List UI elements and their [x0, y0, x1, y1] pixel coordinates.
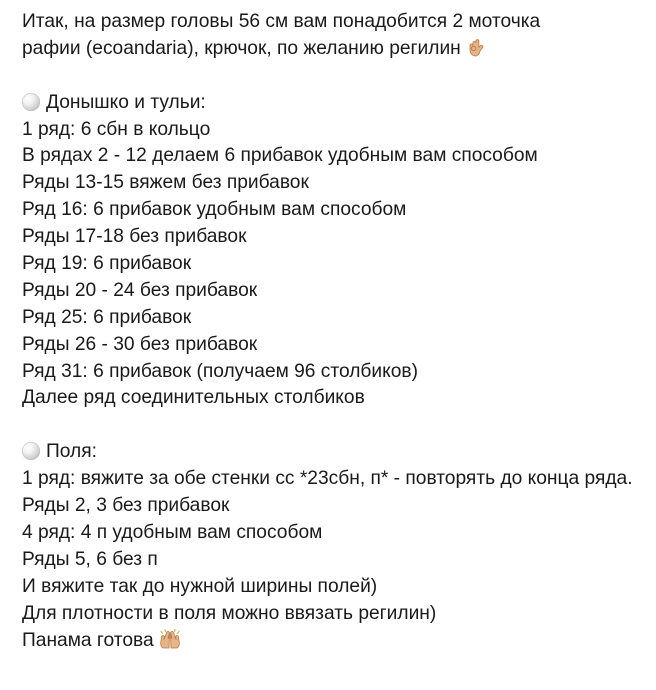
crown-row: В рядах 2 - 12 делаем 6 прибавок удобным вам способом [22, 145, 538, 167]
intro-line-2-text: рафии (ecoandaria), крючок, по желанию регилин [22, 37, 461, 59]
final-text: Панама готова [22, 629, 154, 651]
crown-row: Ряды 26 - 30 без прибавок [22, 333, 258, 355]
crown-row: Ряды 13-15 вяжем без прибавок [22, 172, 309, 194]
crown-heading-text: Донышко и тульи: [46, 91, 206, 113]
raising-hands-icon [158, 628, 182, 659]
final-line [22, 628, 642, 655]
brim-row: Ряды 2, 3 без прибавок [22, 495, 230, 517]
spacer [22, 412, 642, 439]
crown-row: Далее ряд соединительных столбиков [22, 387, 365, 409]
white-circle-icon [22, 93, 40, 111]
brim-row: Ряды 5, 6 без п [22, 548, 158, 570]
spacer [22, 63, 642, 90]
white-circle-icon [22, 442, 40, 460]
intro-line-1: Итак, на размер головы 56 см вам понадобится 2 моточка [22, 11, 541, 32]
brim-row: 4 ряд: 4 п удобным вам способом [22, 521, 323, 543]
brim-row: Для плотности в поля можно ввязать регилин) [22, 602, 437, 624]
pattern-document [22, 9, 642, 654]
crown-row: Ряд 31: 6 прибавок (получаем 96 столбиков) [22, 360, 418, 382]
intro-line-2 [22, 36, 642, 63]
crown-row: Ряд 16: 6 прибавок удобным вам способом [22, 199, 407, 221]
ok-hand-icon [465, 36, 487, 67]
crown-row: Ряд 25: 6 прибавок [22, 306, 192, 328]
crown-row: 1 ряд: 6 сбн в кольцо [22, 118, 211, 140]
crown-row: Ряды 17-18 без прибавок [22, 226, 247, 248]
brim-heading [22, 439, 642, 466]
crown-heading [22, 90, 642, 117]
brim-heading-text: Поля: [46, 441, 97, 463]
brim-row-1: 1 ряд: вяжите за обе стенки сс *23сбн, п* - повторять до конца ряда. [22, 468, 633, 490]
crown-row: Ряды 20 - 24 без прибавок [22, 279, 258, 301]
crown-row: Ряд 19: 6 прибавок [22, 253, 192, 275]
brim-row: И вяжите так до нужной ширины полей) [22, 575, 378, 597]
